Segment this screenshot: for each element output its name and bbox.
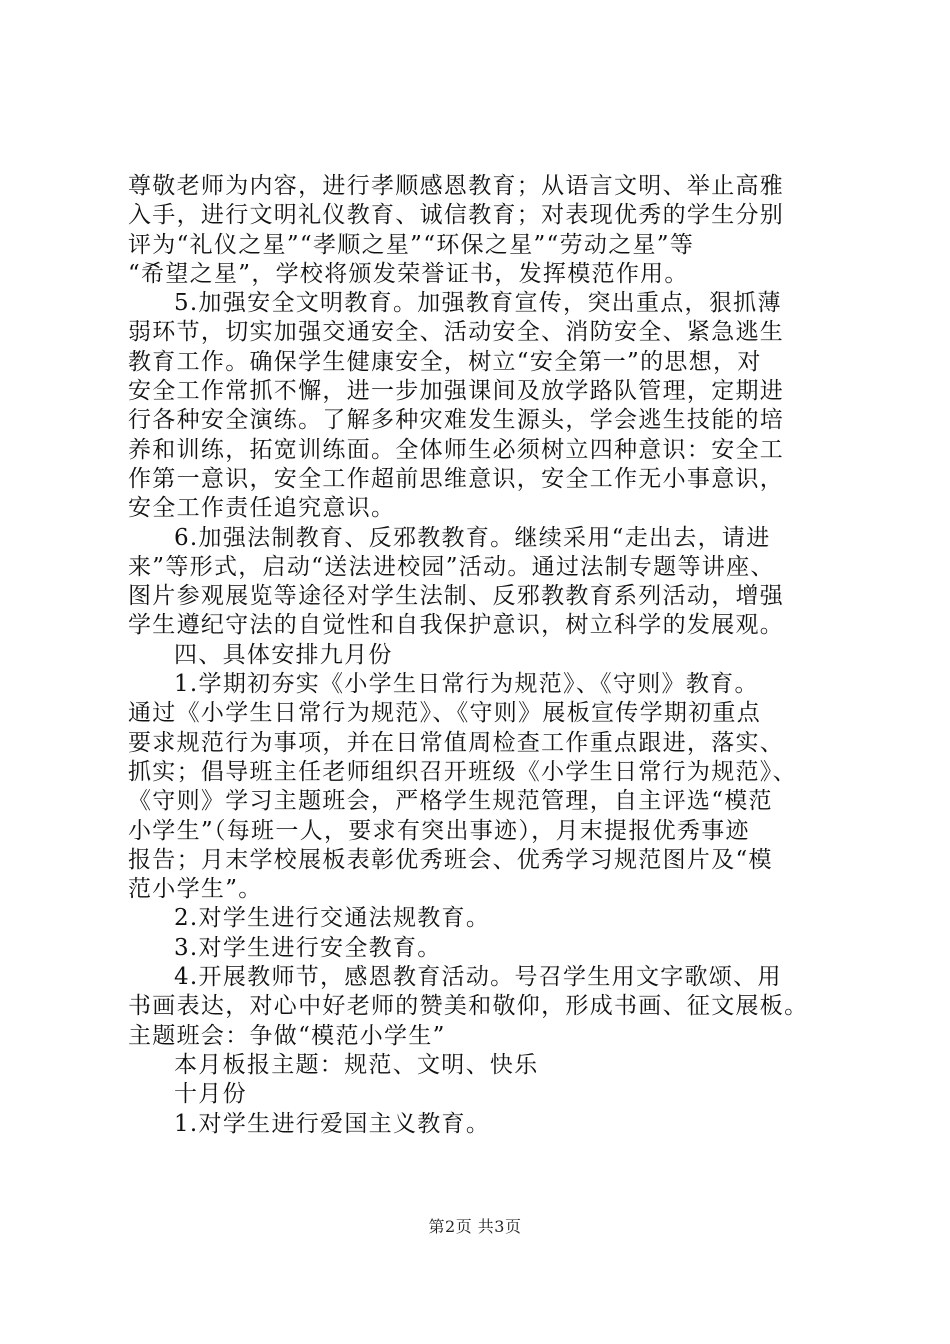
- text-line: 养和训练，拓宽训练面。全体师生必须树立四种意识：安全工: [128, 436, 785, 463]
- text-line: 范小学生”。: [128, 876, 263, 903]
- text-line: 评为“礼仪之星”“孝顺之星”“环保之星”“劳动之星”等: [128, 231, 695, 258]
- text-line: 1.学期初夯实《小学生日常行为规范》、《守则》教育。: [174, 671, 759, 698]
- text-line: 十月份: [174, 1081, 247, 1108]
- text-line: 小学生”（每班一人，要求有突出事迹），月末提报优秀事迹: [128, 817, 750, 844]
- page-number-footer: 第2页 共3页: [428, 1217, 522, 1236]
- text-line: 弱环节，切实加强交通安全、活动安全、消防安全、紧急逃生: [128, 319, 785, 346]
- text-line: 通过《小学生日常行为规范》、《守则》展板宣传学期初重点: [128, 700, 762, 727]
- text-line: 来”等形式，启动“送法进校园”活动。通过法制专题等讲座、: [128, 553, 775, 580]
- text-line: 主题班会：争做“模范小学生”: [128, 1022, 446, 1049]
- text-line: 3.对学生进行安全教育。: [174, 934, 442, 961]
- text-line: 书画表达，对心中好老师的赞美和敬仰，形成书画、征文展板。: [128, 993, 809, 1020]
- text-line: 入手，进行文明礼仪教育、诚信教育；对表现优秀的学生分别: [128, 202, 785, 229]
- text-line: 本月板报主题：规范、文明、快乐: [174, 1051, 539, 1078]
- text-line: 尊敬老师为内容，进行孝顺感恩教育；从语言文明、举止高雅: [128, 173, 785, 199]
- document-body: [128, 172, 840, 1139]
- text-line: “希望之星”，学校将颁发荣誉证书，发挥模范作用。: [128, 260, 689, 287]
- text-line: 5.加强安全文明教育。加强教育宣传，突出重点，狠抓薄: [174, 290, 782, 317]
- text-line: 四、具体安排九月份: [174, 641, 393, 668]
- text-line: 行各种安全演练。了解多种灾难发生源头，学会逃生技能的培: [128, 407, 785, 434]
- text-line: 2.对学生进行交通法规教育。: [174, 905, 491, 932]
- text-line: 《守则》学习主题班会，严格学生规范管理，自主评选“模范: [128, 788, 773, 815]
- text-line: 教育工作。确保学生健康安全，树立“安全第一”的思想，对: [128, 348, 762, 375]
- text-line: 4.开展教师节，感恩教育活动。号召学生用文字歌颂、用: [174, 964, 782, 991]
- text-line: 安全工作责任追究意识。: [128, 495, 396, 522]
- text-line: 学生遵纪守法的自觉性和自我保护意识，树立科学的发展观。: [128, 612, 785, 639]
- text-line: 抓实；倡导班主任老师组织召开班级《小学生日常行为规范》、: [128, 758, 797, 785]
- text-line: 6.加强法制教育、反邪教教育。继续采用“走出去，请进: [174, 524, 771, 551]
- text-line: 作第一意识，安全工作超前思维意识，安全工作无小事意识，: [128, 465, 785, 492]
- text-line: 1.对学生进行爱国主义教育。: [174, 1110, 491, 1137]
- text-line: 报告；月末学校展板表彰优秀班会、优秀学习规范图片及“模: [128, 846, 773, 873]
- text-line: 安全工作常抓不懈，进一步加强课间及放学路队管理，定期进: [128, 378, 785, 405]
- text-line: 图片参观展览等途径对学生法制、反邪教教育系列活动，增强: [128, 583, 785, 610]
- text-line: 要求规范行为事项，并在日常值周检查工作重点跟进，落实、: [128, 729, 785, 756]
